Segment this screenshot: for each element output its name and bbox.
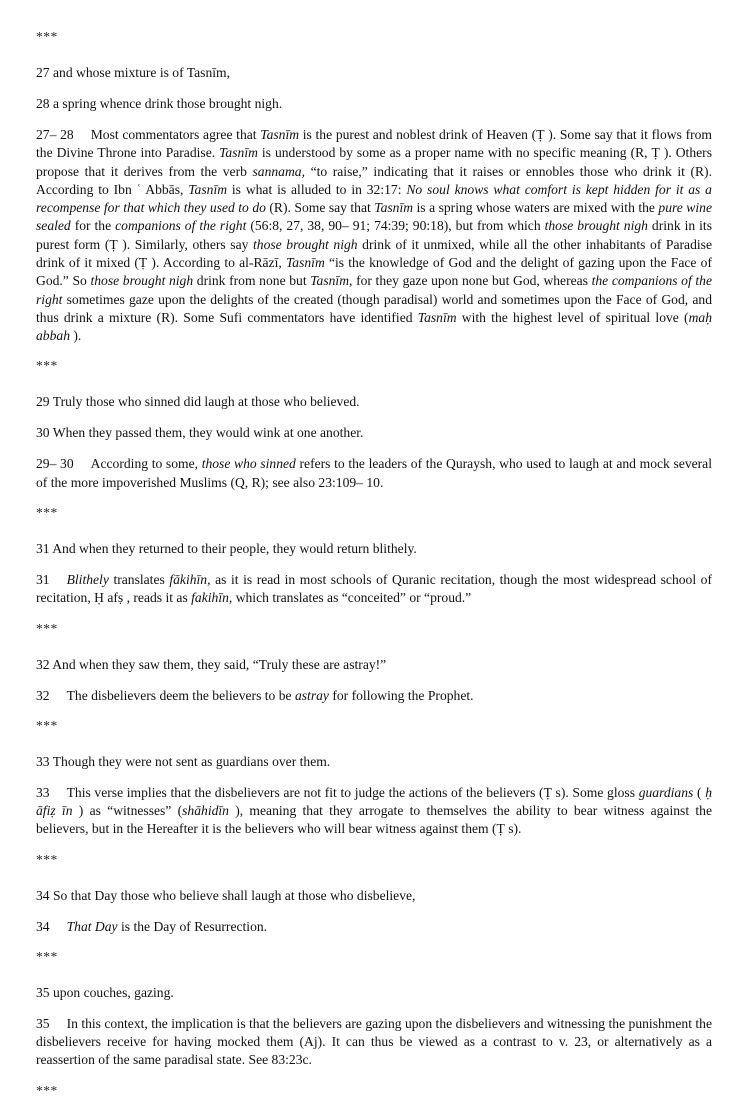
commentary-text: for the — [70, 218, 116, 234]
spacer — [36, 492, 712, 506]
quran-quotation: those brought nigh — [253, 236, 358, 252]
commentary-text: ) as “witnesses” ( — [72, 803, 183, 819]
commentary-text: is understood by some as a proper name with no specific meaning (R, Ṭ ). Others propose that it derives from the verb — [36, 145, 712, 179]
verse-line-29: 29 Truly those who sinned did laugh at those who believed. — [36, 394, 360, 410]
spacer — [36, 381, 712, 393]
commentary-paragraph-32 — [36, 687, 712, 705]
quran-quotation: those brought nigh — [90, 273, 194, 289]
page-content — [36, 30, 712, 1106]
commentary-text: The disbelievers deem the believers to be — [66, 687, 295, 703]
verse-line-30: 30 When they passed them, they would wink at one another. — [36, 425, 364, 441]
verse-line-32: 32 And when they saw them, they said, “Truly these are astray!” — [36, 656, 387, 672]
commentary-text: with the highest level of spiritual love ( — [456, 309, 689, 325]
transliteration-fakihin: fākihīn, — [169, 571, 211, 587]
commentary-text: ( — [693, 784, 706, 800]
spacer — [36, 345, 712, 359]
commentary-text: translates — [108, 571, 170, 587]
spacer — [36, 52, 712, 64]
spacer — [36, 972, 712, 984]
commentary-text: ), meaning that they arrogate to themselves the ability to bear witness against the believers, but in the Hereafter it is the believers who will bear witness against them (Ṭ s). — [36, 803, 712, 837]
commentary-text: ). — [69, 328, 82, 344]
quran-quotation: companions of the right — [115, 218, 247, 234]
transliteration-hafizin: ḥ āfiẓ īn — [36, 784, 712, 819]
keyword-blithely: Blithely — [66, 571, 109, 587]
spacer — [36, 875, 712, 887]
verse-line-33: 33 Though they were not sent as guardians over them. — [36, 753, 331, 769]
commentary-number-31: 31 — [36, 571, 50, 587]
commentary-text: for following the Prophet. — [328, 687, 474, 703]
commentary-text: drink of it unmixed, while all the other inhabitants of Paradise drink of it mixed (Ṭ ). According to al-Rāzī, — [36, 236, 712, 270]
transliteration-tasnim: Tasnīm — [260, 127, 300, 142]
spacer — [36, 936, 712, 950]
commentary-text: In this context, the implication is that the believers are gazing upon the disbelievers and witnessing the punishment the disbelievers receive for having mocked them (Aj). It can thus be viewed as a contrast to v. 23, or alternatively as a reassertion of the same paradisal state. See 83:23c. — [36, 1015, 712, 1068]
section-separator: *** — [36, 504, 58, 520]
verse-line-34: 34 So that Day those who believe shall laugh at those who disbelieve, — [36, 887, 416, 903]
commentary-text: According to some, — [90, 456, 202, 472]
transliteration-fakihin-alt: fakihīn, — [191, 590, 233, 606]
commentary-paragraph-27-28 — [36, 126, 712, 345]
commentary-text: sometimes gaze upon the delights of the created (though paradisal) world and sometimes upon the Face of God, and thus drink a mixture (R). Some Sufi commentators have identified — [36, 291, 712, 325]
spacer — [36, 528, 712, 540]
section-separator: *** — [36, 948, 58, 964]
section-separator: *** — [36, 851, 58, 867]
commentary-text: “is the knowledge of God and the delight of gazing upon the Face of God.” So — [36, 254, 712, 289]
spacer — [36, 705, 712, 719]
section-separator: *** — [36, 620, 58, 636]
section-separator: *** — [36, 1082, 58, 1098]
transliteration-tasnim: Tasnīm, — [310, 273, 353, 289]
commentary-text: This verse implies that the disbelievers are not fit to judge the actions of the believers (Ṭ s). Some gloss — [66, 784, 639, 800]
section-separator: *** — [36, 358, 58, 374]
commentary-paragraph-31 — [36, 571, 712, 608]
commentary-number-27-28: 27– 28 — [36, 127, 74, 142]
commentary-text: drink from none but — [193, 273, 311, 289]
section-separator: *** — [36, 29, 58, 44]
commentary-text: drink in its purest form (Ṭ ). Similarly, others say — [36, 218, 712, 252]
verse-line-27: 27 and whose mixture is of Tasnīm, — [36, 65, 230, 80]
verse-line-31: 31 And when they returned to their people, they would return blithely. — [36, 540, 417, 556]
commentary-text: “to raise,” indicating that it raises or ennobles those who drink it (R). According to Ibn ʿ Abbās, — [36, 163, 712, 197]
spacer — [36, 608, 712, 622]
keyword-that-day: That Day — [66, 918, 118, 934]
quran-quotation: those who sinned — [201, 456, 296, 472]
quran-quotation: pure wine sealed — [36, 200, 712, 234]
commentary-paragraph-33 — [36, 784, 712, 839]
transliteration-shahidin: shāhidīn — [182, 803, 229, 819]
transliteration-mahabbah: maḥ abbah — [36, 309, 712, 344]
spacer — [36, 839, 712, 853]
commentary-text: as it is read in most schools of Quranic recitation, though the most widespread school of recitation, Ḥ afṣ , reads it as — [36, 571, 712, 606]
commentary-text: (R). Some say that — [265, 200, 375, 216]
commentary-text: Most commentators agree that — [90, 127, 261, 142]
verse-line-28: 28 a spring whence drink those brought nigh. — [36, 96, 283, 111]
transliteration-tasnim: Tasnīm — [188, 181, 228, 197]
section-separator: *** — [36, 717, 58, 733]
quran-quotation: those brought nigh — [544, 218, 648, 234]
transliteration-tasnim: Tasnīm — [374, 200, 414, 216]
commentary-text: is what is alluded to in 32:17: — [227, 181, 407, 197]
keyword-guardians: guardians — [638, 784, 694, 800]
quran-quotation: the companions of the right — [36, 273, 712, 307]
transliteration-tasnim: Tasnīm — [219, 145, 258, 161]
commentary-text: is the Day of Resurrection. — [117, 918, 268, 934]
spacer — [36, 1070, 712, 1084]
commentary-text: for they gaze upon none but God, whereas — [352, 273, 592, 289]
keyword-astray: astray — [294, 687, 329, 703]
commentary-text: refers to the leaders of the Quraysh, who used to laugh at and mock several of the more impoverished Muslims (Q, R); see also 23:109– 10. — [36, 456, 712, 490]
transliteration-tasnim: Tasnīm — [285, 254, 325, 270]
transliteration-tasnim: Tasnīm — [417, 309, 457, 325]
verse-line-35: 35 upon couches, gazing. — [36, 984, 174, 1000]
commentary-paragraph-29-30 — [36, 455, 712, 492]
transliteration-sannama: sannama, — [252, 163, 305, 179]
spacer — [36, 741, 712, 753]
commentary-number-35: 35 — [36, 1015, 50, 1031]
commentary-paragraph-34 — [36, 918, 712, 936]
commentary-number-33: 33 — [36, 784, 50, 800]
commentary-text: which translates as “conceited” or “proud.” — [232, 590, 472, 606]
commentary-number-29-30: 29– 30 — [36, 456, 74, 472]
commentary-number-32: 32 — [36, 687, 50, 703]
spacer — [36, 644, 712, 656]
commentary-text: is a spring whose waters are mixed with the — [413, 200, 659, 216]
commentary-paragraph-35 — [36, 1015, 712, 1070]
commentary-number-34: 34 — [36, 918, 50, 934]
commentary-text: is the purest and noblest drink of Heaven (Ṭ ). Some say that it flows from the Divine Throne into Paradise. — [36, 127, 712, 161]
commentary-text: (56:8, 27, 38, 90– 91; 74:39; 90:18), but from which — [246, 218, 545, 234]
quran-quotation: No soul knows what comfort is kept hidden for it as a recompense for that which they used to do — [36, 181, 712, 216]
